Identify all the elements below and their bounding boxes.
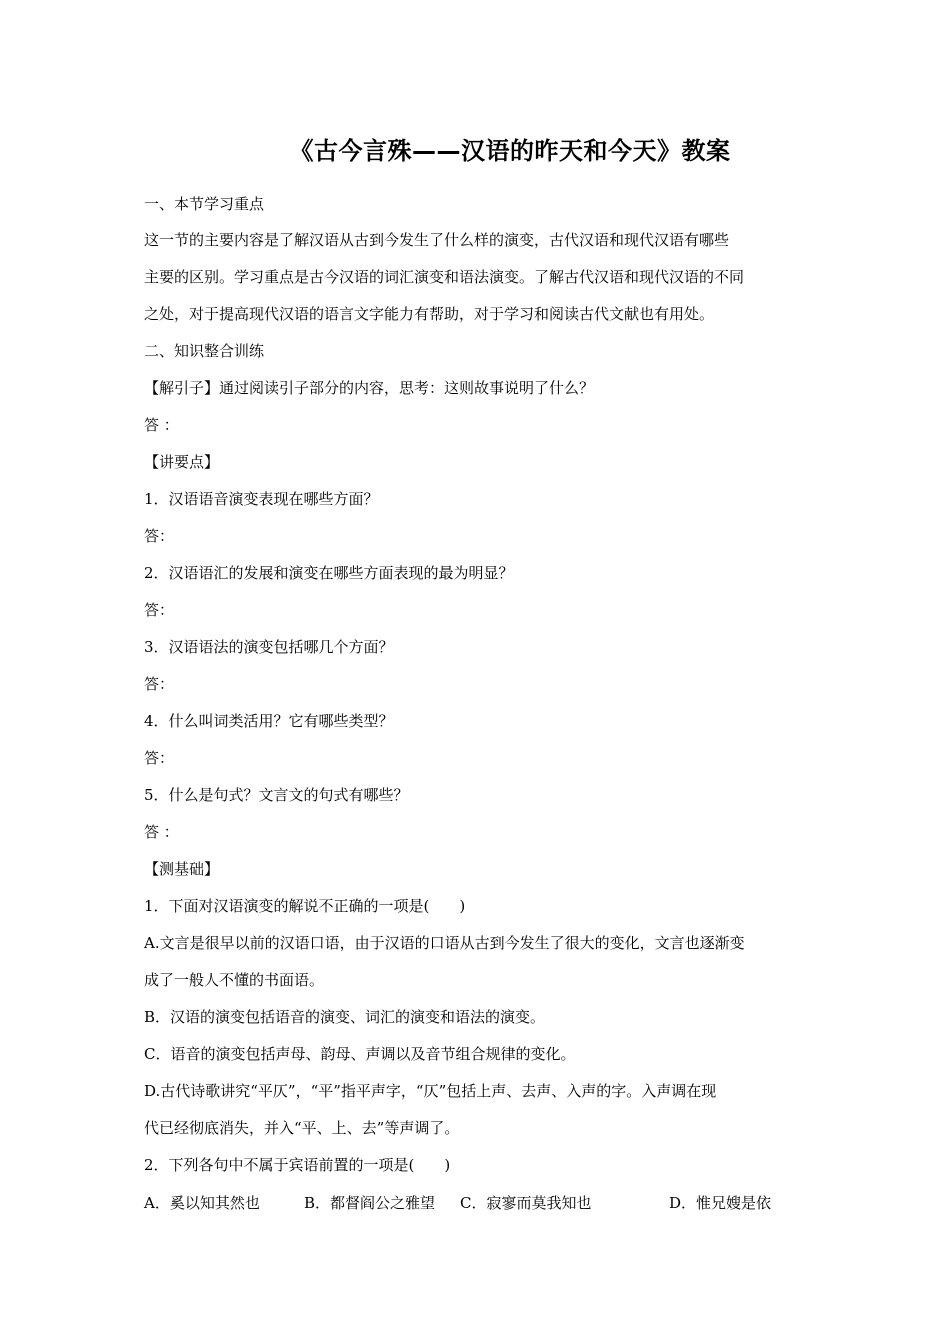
question-line: 1．汉语语音演变表现在哪些方面？ [144, 490, 379, 508]
option-d: D．惟兄嫂是依 [669, 1194, 772, 1212]
option-line: 代已经彻底消失，并入“平、上、去”等声调了。 [144, 1119, 460, 1137]
paragraph-line: 这一节的主要内容是了解汉语从古到今发生了什么样的演变，古代汉语和现代汉语有哪些 [144, 231, 730, 249]
option-line: A.文言是很早以前的汉语口语，由于汉语的口语从古到今发生了很大的变化，文言也逐渐变 [144, 934, 745, 952]
option-line: 成了一般人不懂的书面语。 [144, 971, 325, 989]
question-line: 1．下面对汉语演变的解说不正确的一项是( ) [144, 897, 466, 915]
subsection-heading: 【测基础】 [144, 860, 220, 878]
question-line: 3．汉语语法的演变包括哪几个方面？ [144, 638, 394, 656]
question-line: 5．什么是句式？文言文的句式有哪些？ [144, 786, 409, 804]
option-line: B．汉语的演变包括语音的演变、词汇的演变和语法的演变。 [144, 1008, 546, 1026]
answer-line: 答 ： [144, 823, 179, 841]
document-title: 《古今言殊——汉语的昨天和今天》教案 [289, 137, 731, 165]
section-heading-1: 一、本节学习重点 [144, 195, 265, 213]
question-line: 2．汉语语汇的发展和演变在哪些方面表现的最为明显？ [144, 564, 514, 582]
answer-line: 答： [144, 675, 175, 693]
answer-line: 答： [144, 527, 175, 545]
option-line: C．语音的演变包括声母、韵母、声调以及音节组合规律的变化。 [144, 1045, 576, 1063]
option-b: B．都督阎公之雅望 [304, 1194, 436, 1212]
option-line: D.古代诗歌讲究“平仄”，“平”指平声字，“仄”包括上声、去声、入声的字。入声调在现 [144, 1082, 717, 1100]
section-heading-2: 二、知识整合训练 [144, 342, 265, 360]
paragraph-line: 主要的区别。学习重点是古今汉语的词汇演变和语法演变。了解古代汉语和现代汉语的不同 [144, 268, 745, 286]
paragraph-line: 之处，对于提高现代汉语的语言文字能力有帮助，对于学习和阅读古代文献也有用处。 [144, 305, 715, 323]
subsection-heading: 【讲要点】 [144, 453, 220, 471]
answer-line: 答 ： [144, 416, 179, 434]
question-line: 【解引子】通过阅读引子部分的内容，思考：这则故事说明了什么？ [144, 379, 595, 397]
option-a: A．奚以知其然也 [144, 1194, 260, 1212]
question-line: 2．下列各句中不属于宾语前置的一项是( ) [144, 1156, 451, 1174]
answer-line: 答： [144, 601, 175, 619]
answer-line: 答： [144, 749, 175, 767]
question-line: 4．什么叫词类活用？它有哪些类型？ [144, 712, 394, 730]
option-c: C．寂寥而莫我知也 [460, 1194, 592, 1212]
